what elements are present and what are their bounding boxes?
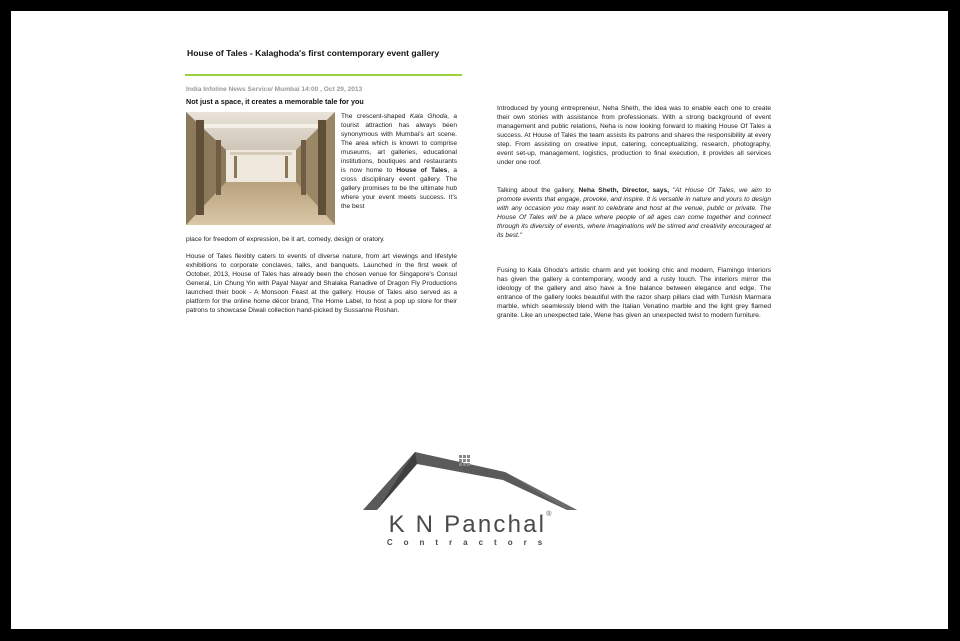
paragraph-quote: Talking about the gallery, Neha Sheth, Director, says, "At House Of Tales, we aim to promote events that engage, provoke, and inspire. It is versatile in nature and yours to design with any occasion you may want to celebrate and host at the venue, public or private. The House Of Tales will be a place where people of all ages can come together and connect through its diversity of events, where imaginations will be stirred and creativity encouraged at its best." [497, 187, 771, 239]
article-byline: India Infoline News Service/ Mumbai 14:00 , Oct 29, 2013 [186, 86, 363, 93]
article-subhead: Not just a space, it creates a memorable tale for you [186, 97, 364, 106]
brand-name: K N Panchal® [388, 511, 552, 538]
gallery-photo [186, 112, 335, 225]
paragraph-events: House of Tales flexibly caters to events of diverse nature, from art viewings and lifestyle exhibitions to corporate conclaves, talks, and banquets. Launched in the first week of October, 2013, House of Tales has already been the chosen venue for Singapore's Consul General, Lin Chung Yin with Payal Nayar and Shalaka Ranadive of Dragon Fly Productions launched their book - A Monsoon Feast at the gallery. House of Tales also served as a platform for the online home décor brand, The Home Label, to host a pop up store for their patrons to showcase Diwali collection hand-picked by Sussanne Roshan. [186, 253, 457, 314]
paragraph-founder: Introduced by young entrepreneur, Neha Sheth, the idea was to enable each one to create their own stories with assistance from professionals. With a strong background of event management and public relations, Neha is now looking forward to making House Of Tales a success. At House of Tales the team assists its patrons and shares the responsibility at every step. From assisting on creative input, catering, conceptualizing, research, photography, event set-up, management, logistics, production to final execution, it provides all services under one roof. [497, 105, 771, 166]
brand-tagline: Contractors [386, 538, 554, 547]
paragraph-intro: The crescent-shaped Kala Ghoda, a tourist attraction has always been synonymous with Mumbai's art scene. The area which is known to comprise museums, art galleries, educational institutions, boutiques and restaurants is now home to House of Tales, a cross disciplinary event gallery. The gallery promises to be the ultimate hub where your event meets success. It's the best [341, 113, 457, 210]
paragraph-interiors: Fusing to Kala Ghoda's artistic charm and yet looking chic and modern, Flamingo Interiors has given the gallery a contemporary, woody and a rusty touch. The interiors mirror the ideology of the gallery and also have a fine balance between elegance and edge. The entrance of the gallery looks beautiful with the razor sharp pillars clad with Turkish Marmara marble, which seamlessly blend with the Italian Venatino marble and the light grey flamed granite. Like an unexpected tale, Wene has given an unexpected twist to modern furniture. [497, 267, 771, 319]
paragraph-intro-end: place for freedom of expression, be it art, comedy, design or oratory. [186, 236, 385, 243]
article-headline: House of Tales - Kalaghoda's first contemporary event gallery [187, 48, 440, 58]
headline-divider [185, 74, 462, 76]
